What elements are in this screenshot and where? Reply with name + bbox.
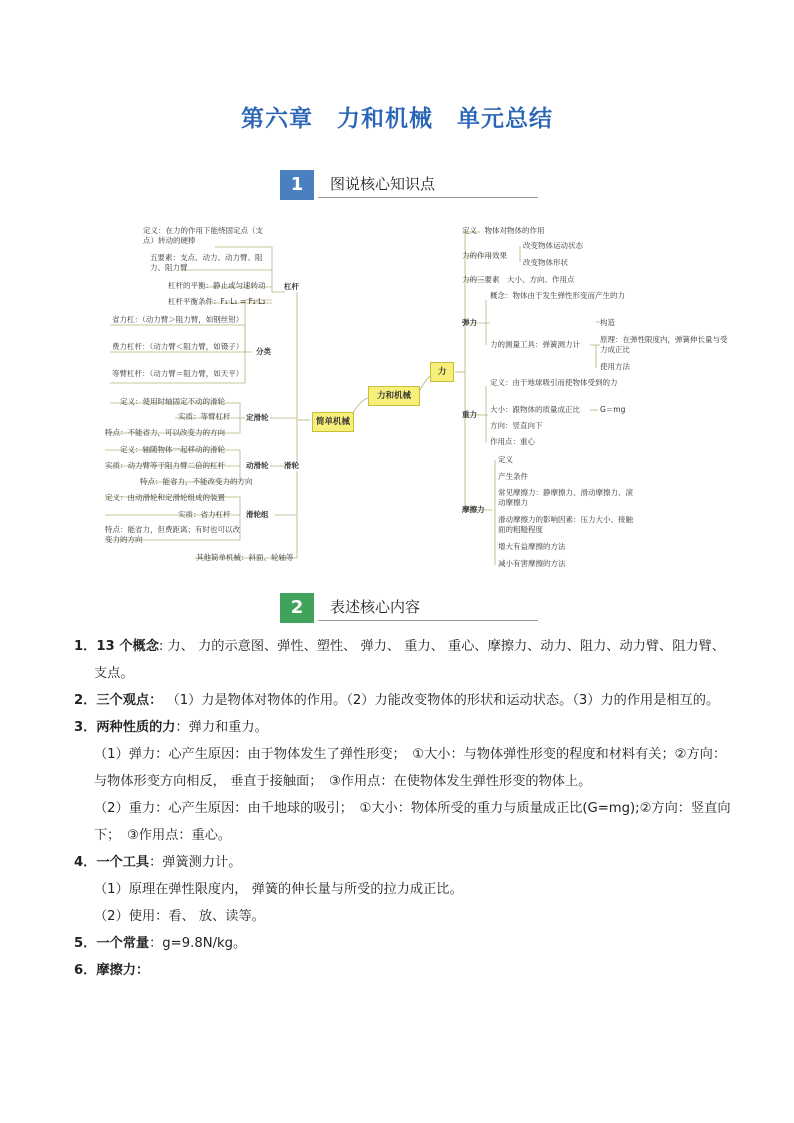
node-force-and-machines: 力和机械 xyxy=(368,386,420,406)
fixed-pulley-def: 定义：使用时轴固定不动的滑轮 xyxy=(120,397,225,406)
force-effect-motion: 改变物体运动状态 xyxy=(523,241,583,250)
fixed-pulley-feature: 特点：不能省力，可以改变力的方向 xyxy=(105,428,225,437)
gravity-formula: G＝mg xyxy=(600,405,626,414)
friction-condition: 产生条件 xyxy=(498,472,528,481)
lever-balance-condition: 杠杆平衡条件：F₁·L₁ = F₂·L₂ xyxy=(168,297,266,306)
friction-decrease: 减小有害摩擦的方法 xyxy=(498,559,566,568)
force-effect-shape: 改变物体形状 xyxy=(523,258,568,267)
moving-pulley-def: 定义：轴随物体一起移动的滑轮 xyxy=(120,445,225,454)
content-item-4: 4．一个工具：弹簧测力计。 xyxy=(74,855,242,870)
content-item-3: 3．两种性质的力：弹力和重力。 xyxy=(74,720,268,735)
friction-increase: 增大有益摩擦的方法 xyxy=(498,542,566,551)
gravity-direction: 方向：竖直向下 xyxy=(490,421,543,430)
lever-five-elements: 五要素：支点、动力、动力臂、阻力、阻力臂 xyxy=(150,253,263,272)
pulley-group-label: 滑轮组 xyxy=(246,510,269,519)
content-item-1: 1．13 个概念: 力、 力的示意图、弹性、塑性、 弹力、 重力、 重心、摩擦力、动力、阻力、动力臂、阻力臂、支点。 xyxy=(74,639,725,681)
gravity-label: 重力 xyxy=(462,410,477,419)
spring-scale-usage: 使用方法 xyxy=(600,362,630,371)
content-item-6: 6．摩擦力： xyxy=(74,963,150,978)
moving-pulley-label: 动滑轮 xyxy=(246,461,269,470)
pulley-group-def: 定义：由动滑轮和定滑轮组成的装置 xyxy=(105,493,225,502)
elastic-concept: 概念：物体由于发生弹性形变而产生的力 xyxy=(490,291,625,300)
force-three-elements: 力的三要素 大小、方向、作用点 xyxy=(462,275,575,284)
moving-pulley-feature: 特点：能省力，不能改变力的方向 xyxy=(140,477,253,486)
gravity-magnitude: 大小：跟物体的质量成正比 xyxy=(490,405,580,414)
other-simple-machines: 其他简单机械：斜面、轮轴等 xyxy=(196,553,294,562)
gravity-definition: 定义：由于地球吸引而使物体受到的力 xyxy=(490,378,618,387)
moving-pulley-essence: 实质：动力臂等于阻力臂二倍的杠杆 xyxy=(105,461,225,470)
content-item-4-usage: （2）使用：看、 放、读等。 xyxy=(94,909,265,924)
content-body xyxy=(74,633,734,984)
pulley-group-feature: 特点：能省力，但费距离；有时也可以改变力的方向 xyxy=(105,525,240,544)
friction-factors: 滑动摩擦力的影响因素：压力大小、接触面的粗糙程度 xyxy=(498,515,633,534)
section-header-2 xyxy=(280,593,538,623)
lever-classify: 分类 xyxy=(256,347,271,356)
page-title: 第六章 力和机械 单元总结 xyxy=(241,106,553,132)
lever-equal-arm: 等臂杠杆：（动力臂＝阻力臂，如天平） xyxy=(112,369,244,378)
lever-force-saving: 省力杠：（动力臂＞阻力臂，如钢丝钳） xyxy=(112,315,244,324)
friction-label: 摩擦力 xyxy=(462,505,485,514)
content-item-3-gravity: （2）重力：心产生原因：由千地球的吸引； ①大小：物体所受的重力与质量成正比(G=mg);②方向：竖直向下； ③作用点：重心。 xyxy=(94,801,731,843)
spring-scale-structure: 构造 xyxy=(600,318,615,327)
friction-definition: 定义 xyxy=(498,455,513,464)
section-label: 图说核心知识点 xyxy=(330,175,436,193)
content-item-2: 2．三个观点： （1）力是物体对物体的作用。（2）力能改变物体的形状和运动状态。（3）力的作用是相互的。 xyxy=(74,693,720,708)
content-item-5: 5．一个常量：g=9.8N/kg。 xyxy=(74,936,247,951)
section-number-badge: 2 xyxy=(280,593,314,623)
force-effect-label: 力的作用效果 xyxy=(462,251,507,260)
fixed-pulley-essence: 实质：等臂杠杆 xyxy=(178,412,231,421)
section-label: 表述核心内容 xyxy=(330,598,421,616)
section-number-badge: 1 xyxy=(280,170,314,200)
content-item-4-principle: （1）原理在弹性限度内， 弹簧的伸长量与所受的拉力成正比。 xyxy=(94,882,463,897)
lever-force-costing: 费力杠杆：（动力臂＜阻力臂，如镊子） xyxy=(112,342,244,351)
lever-balance: 杠杆的平衡：静止或匀速转动 xyxy=(168,281,266,290)
pulley-label: 滑轮 xyxy=(284,461,299,470)
content-item-3-elastic: （1）弹力：心产生原因：由于物体发生了弹性形变； ①大小：与物体弹性形变的程度和材料有关；②方向：与物体形变方向相反， 垂直于接触面； ③作用点：在使物体发生弹性形变的物体上。 xyxy=(94,747,727,789)
friction-common-types: 常见摩擦力：静摩擦力、滑动摩擦力、滚动摩擦力 xyxy=(498,488,633,507)
spring-scale-principle: 原理：在弹性限度内，弹簧伸长量与受力成正比 xyxy=(600,335,728,354)
elastic-force-label: 弹力 xyxy=(462,318,477,327)
lever-label: 杠杆 xyxy=(284,282,299,291)
node-force: 力 xyxy=(430,362,454,382)
lever-definition: 定义：在力的作用下能绕固定点（支点）转动的硬棒 xyxy=(143,226,263,245)
section-divider xyxy=(318,620,538,621)
fixed-pulley-label: 定滑轮 xyxy=(246,413,269,422)
gravity-point: 作用点：重心 xyxy=(490,437,535,446)
force-measuring-tool: 力的测量工具：弹簧测力计 xyxy=(490,340,580,349)
node-simple-machines: 简单机械 xyxy=(312,412,354,432)
pulley-group-essence: 实质：省力杠杆 xyxy=(178,510,231,519)
force-definition: 定义 物体对物体的作用 xyxy=(462,226,545,235)
